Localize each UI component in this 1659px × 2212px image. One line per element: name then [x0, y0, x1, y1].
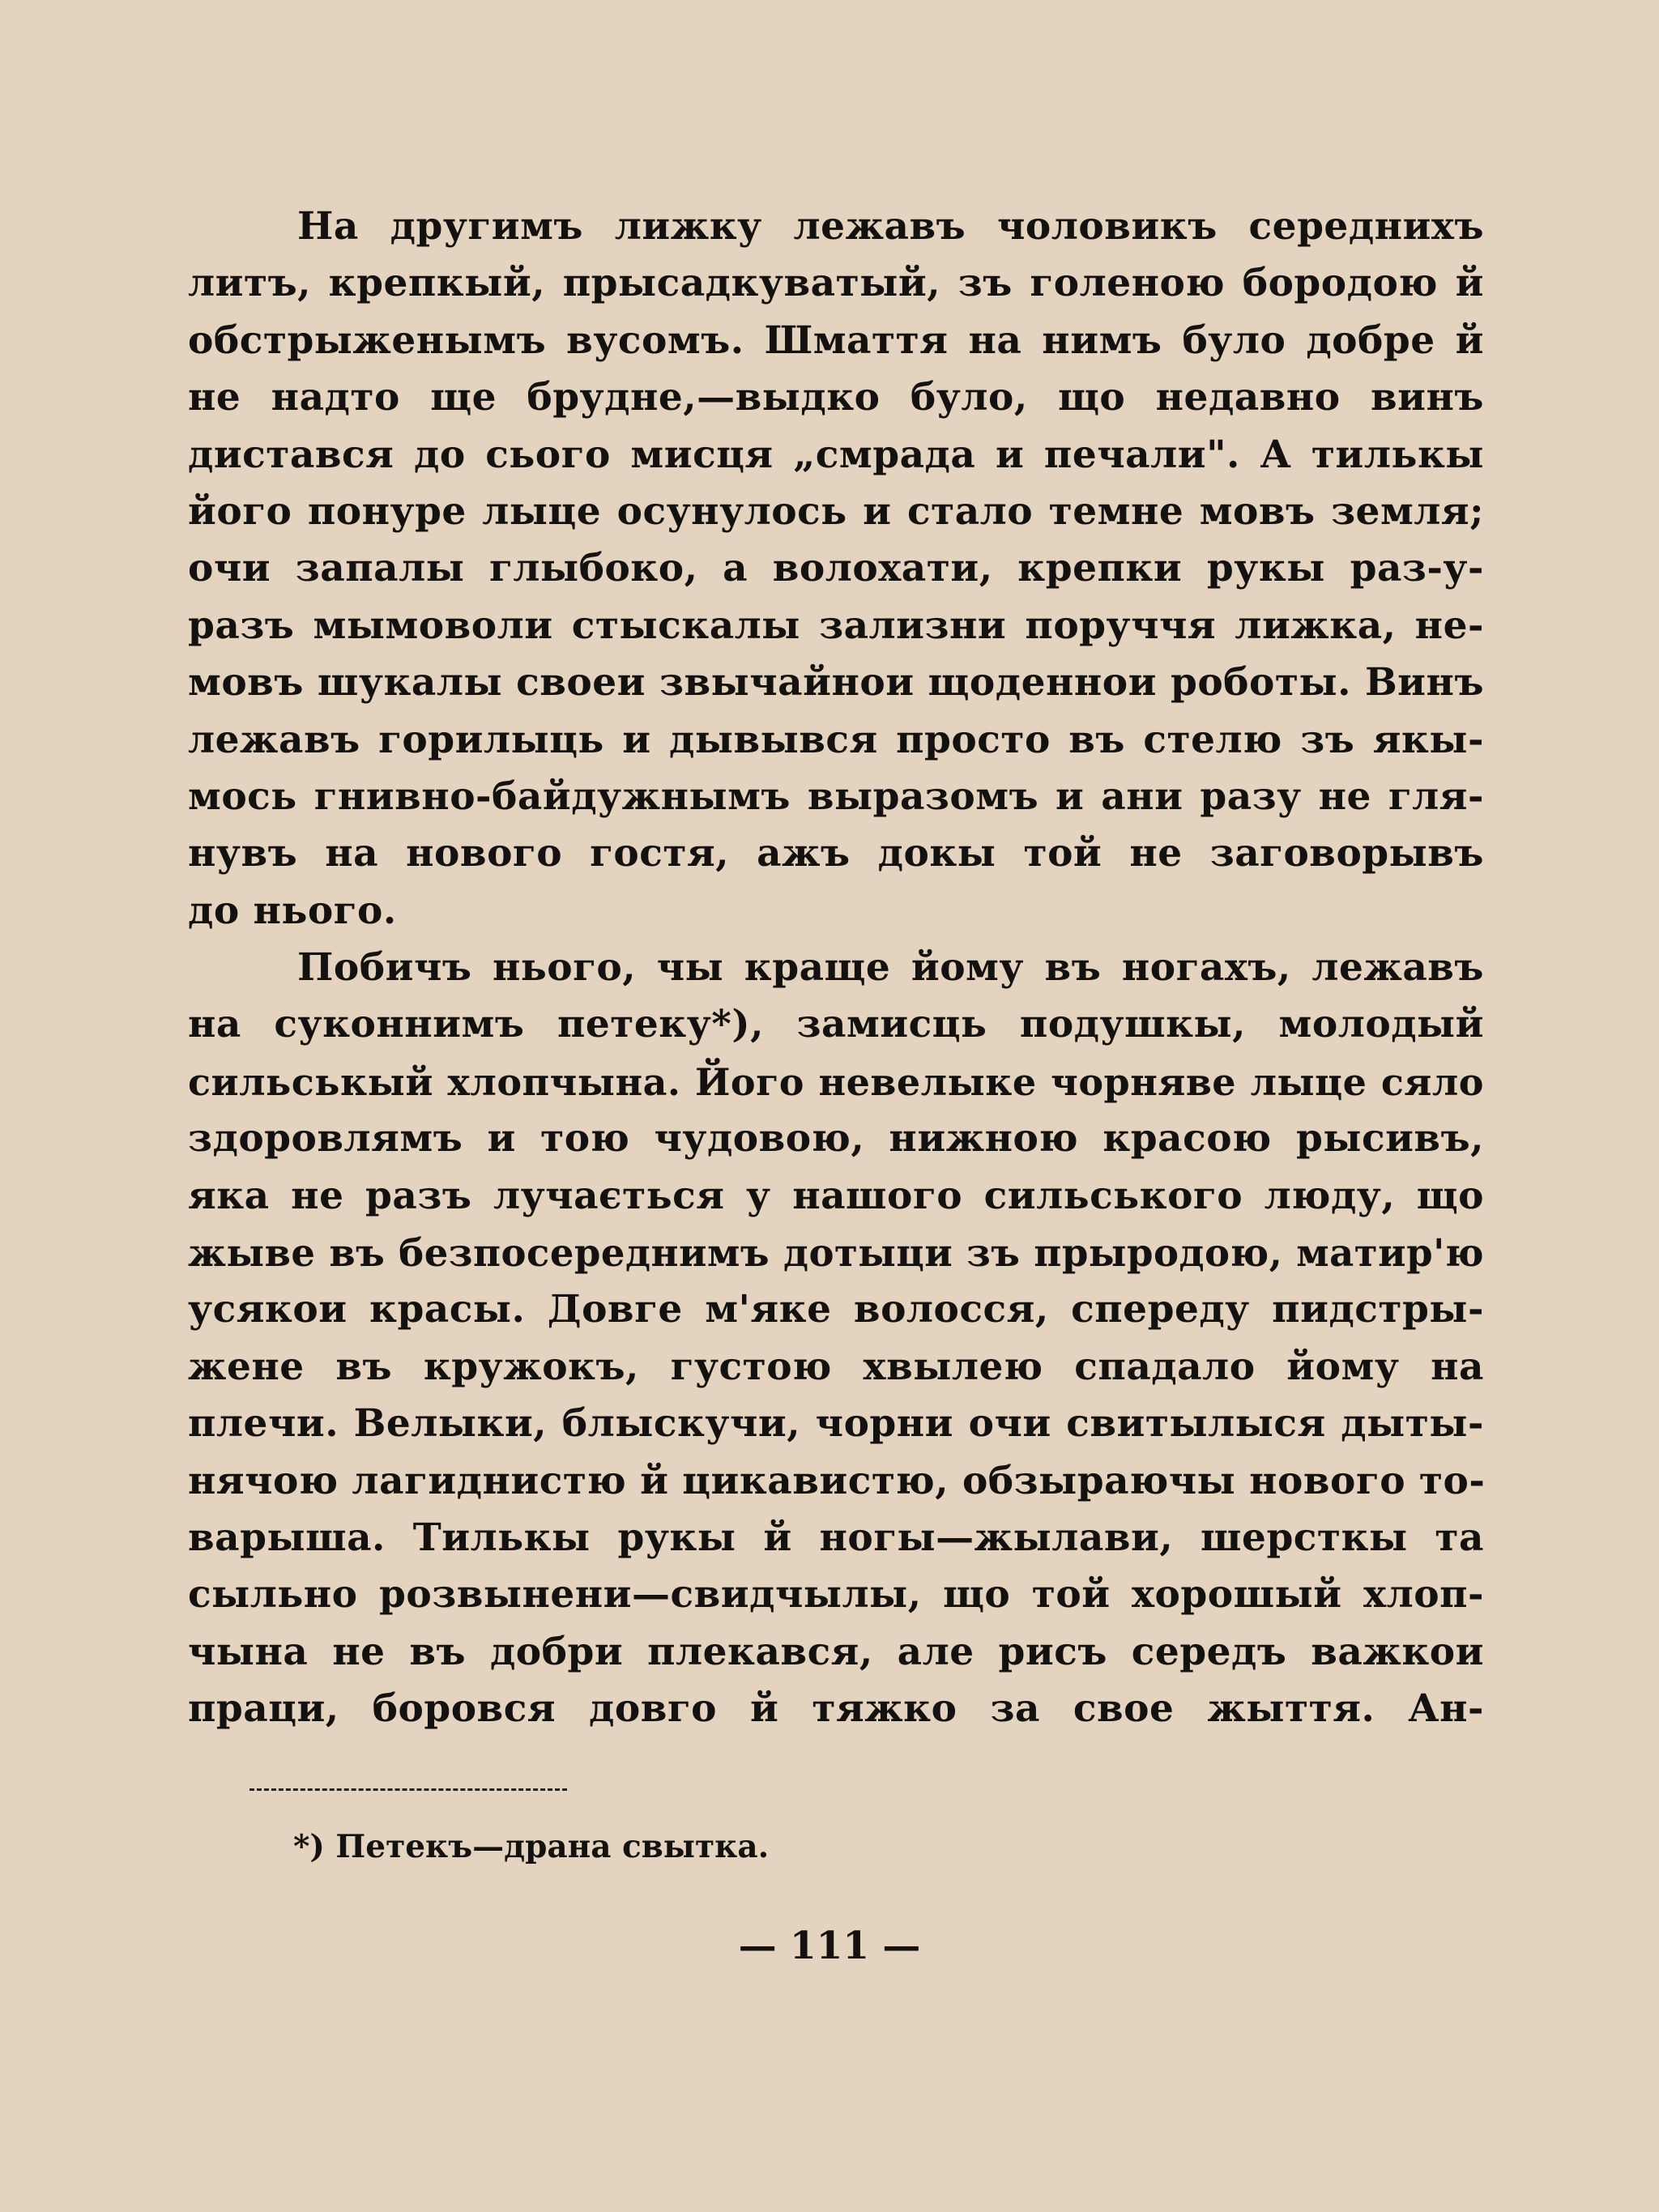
text-line: На другимъ лижку лежавъ чоловикъ середнихъ [297, 204, 1484, 249]
text-line: яка не разъ лучається у нашого сильського люду, що [188, 1173, 1484, 1218]
page-number: — 111 — [738, 1924, 921, 1968]
text-line: жене въ кружокъ, густою хвылею спадало йому на [188, 1344, 1484, 1389]
text-line: сильськый хлопчына. Його невелыке чорняве лыце сяло [188, 1059, 1484, 1104]
text-line: дистався до сього мисця „смрада и печали". А тилькы [188, 432, 1484, 477]
text-line: жыве въ безпосереднимъ дотыци зъ прыродою, матир'ю [188, 1230, 1484, 1276]
text-line: мовъ шукалы своеи звычайнои щоденнои роботы. Винъ [188, 660, 1484, 705]
text-line: на суконнимъ петеку*), замисць подушкы, молодый [188, 1002, 1484, 1047]
text-line: разъ мымоволи стыскалы зализни поруччя лижка, не- [188, 603, 1484, 648]
text-line: до нього. [188, 888, 397, 933]
text-line: здоровлямъ и тою чудовою, нижною красою рысивъ, [188, 1116, 1484, 1161]
text-line: сыльно розвынени—свидчылы, що той хорошый хлоп- [188, 1572, 1484, 1617]
footnote-divider [249, 1788, 567, 1791]
text-line: праци, боровся довго й тяжко за свое жыття. Ан- [188, 1686, 1484, 1732]
text-line: усякои красы. Довге м'яке волосся, спереду пидстры- [188, 1287, 1484, 1332]
text-line: обстрыженымъ вусомъ. Шмаття на нимъ було добре й [188, 318, 1484, 363]
text-line: нувъ на нового гостя, ажъ докы той не заговорывъ [188, 831, 1484, 876]
text-line: варыша. Тилькы рукы й ногы—жылави, шерсткы та [188, 1515, 1484, 1560]
footnote: *) Петекъ—драна свытка. [293, 1828, 770, 1865]
text-line: плечи. Велыки, блыскучи, чорни очи свитылыся дыты- [188, 1401, 1484, 1447]
text-line: очи запалы глыбоко, а волохати, крепки рукы раз-у- [188, 546, 1484, 591]
text-line: литъ, крепкый, прысадкуватый, зъ голеною бородою й [188, 261, 1484, 306]
text-line: чына не въ добри плекався, але рисъ середъ важкои [188, 1629, 1484, 1674]
text-line: його понуре лыце осунулось и стало темне мовъ земля; [188, 488, 1484, 534]
text-line: мось гнивно-байдужнымъ выразомъ и ани разу не гля- [188, 774, 1484, 819]
text-line: не надто ще брудне,—выдко було, що недавно винъ [188, 375, 1484, 420]
body-text [188, 198, 1484, 1738]
text-line: лежавъ горилыць и дывывся просто въ стелю зъ якы- [188, 717, 1484, 762]
text-line: нячою лагиднистю й цикавистю, обзыраючы нового то- [188, 1458, 1486, 1503]
text-line: Побичъ нього, чы краще йому въ ногахъ, лежавъ [297, 945, 1484, 991]
